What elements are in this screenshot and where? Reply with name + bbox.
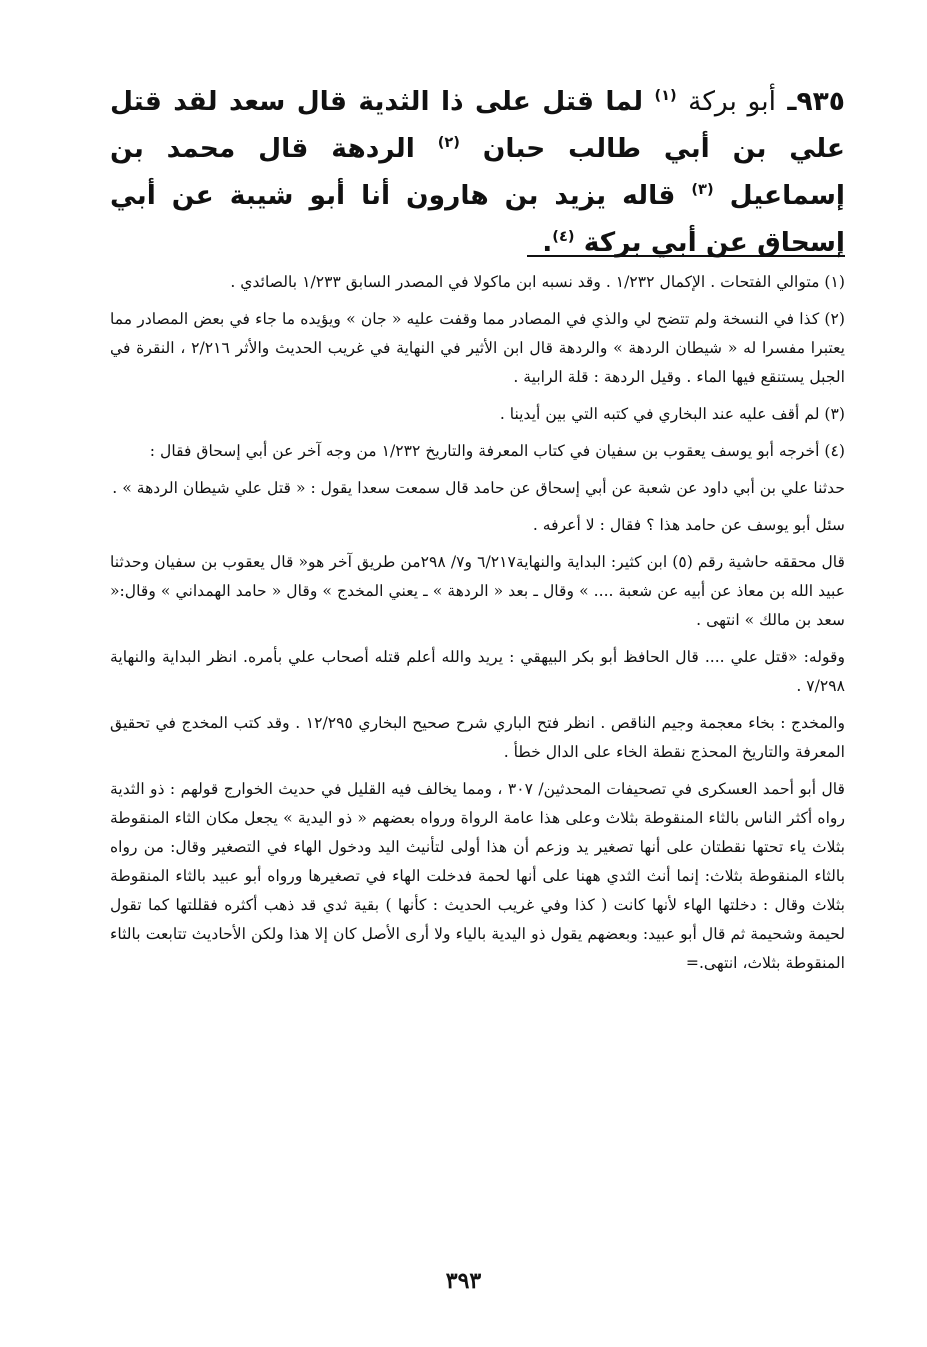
footnote-ref-3[interactable]: (٣): [691, 181, 714, 199]
footnote-ref-4[interactable]: (٤): [552, 228, 575, 246]
hadith-segment-1: لما قتل على ذا الثدية قال سعد لقد قتل علي بن أبي طالب حبان: [110, 86, 845, 164]
narrator-name: أبو بركة: [688, 86, 776, 117]
footnote-4-askari: قال أبو أحمد العسكرى في تصحيفات المحدثين/ ٣٠٧ ، ومما يخالف فيه القليل في حديث الخوارج قولهم : ذو الثدية رواه أكثر الناس بالثاء المنقوطة بثلاث وعلى هذا عامة الرواة ورواه بعضهم « ذو اليدية » يجعل مكان الثاء المنقوطة بثلاث ياء تحتها نقطتان على أنها تصغير يد وزعم أن هذا أولى لتأنيث اليد ودخول الهاء في التصغير وقال: من رواه بالثاء المنقوطة بثلاث: إنما أنث الثدي ههنا على أنها لحمة فدخلت الهاء في تصغيرها ورواه أبو عبيد بالثاء المنقوطة بثلاث وقال : دخلتها الهاء لأنها كانت ( كذا وفي غريب الحديث : كأنها ) بقية ثدي قد ذهب أكثره فقللتها كما تقول لحيمة وشحيمة ثم قال أبو عبيد: وبعضهم يقول ذو اليدية بالياء ولا أرى الأصل كان إلا هذا ولكن الأحاديث تتابعت بالثاء المنقوطة بثلاث، انتهى.=: [110, 780, 845, 972]
footnote-4-editor-note: قال محققه حاشية رقم (٥) ابن كثير: البداية والنهاية٦/٢١٧ و٧/ ٢٩٨من طريق آخر هو« قال يعقوب بن سفيان وحدثنا عبيد الله بن معاذ عن أبيه عن شعبة .... » وقال ـ بعد « الردهة » ـ يعني المخدج » وقال « حامد الهمداني » وقال:« سعد بن مالك » انتهى .: [110, 553, 845, 629]
hadith-text: [110, 78, 845, 266]
footnote-ref-1[interactable]: (١): [654, 87, 677, 105]
hadith-segment-2: الردهة قال محمد بن إسماعيل: [110, 133, 845, 211]
page-body: [110, 78, 845, 972]
hadith-segment-3: قاله يزيد بن هارون أنا أبو شيبة عن أبي إسحاق عن أبي بركة: [110, 180, 845, 258]
footnote-2: (٢) كذا في النسخة ولم تتضح لي والذي في المصادر مما وقفت عليه « جان » ويؤيده ما جاء في بعض المصادر مما يعتبرا مفسرا له « شيطان الردهة » والردهة قال ابن الأثير في النهاية في غريب الحديث والأثر ٢/٢١٦ ، النقرة في الجبل يستنقع فيها الماء . وقيل الردهة : قلة الرابية .: [110, 310, 845, 386]
footnote-1: (١) متوالي الفتحات . الإكمال ١/٢٣٢ . وقد نسبه ابن ماكولا في المصدر السابق ١/٢٣٣ بالصائدي .: [230, 273, 845, 291]
footnote-4-bayhaqi: وقوله: «قتل علي .... قال الحافظ أبو بكر البيهقي : يريد والله أعلم قتله أصحاب علي بأمره. انظر البداية والنهاية ٧/٢٩٨ .: [110, 648, 845, 695]
footnote-3: (٣) لم أقف عليه عند البخاري في كتبه التي بين أيدينا .: [499, 405, 845, 423]
footnote-4-quote: حدثنا علي بن أبي داود عن شعبة عن أبي إسحاق عن حامد قال سمعت سعدا يقول : « قتل علي شيطان الردهة » .: [112, 479, 845, 497]
footnote-ref-2[interactable]: (٢): [437, 134, 460, 152]
footnote-4-question: سئل أبو يوسف عن حامد هذا ؟ فقال : لا أعرفه .: [532, 516, 845, 534]
footnote-separator: [527, 255, 845, 257]
footnote-4: (٤) أخرجه أبو يوسف يعقوب بن سفيان في كتاب المعرفة والتاريخ ١/٢٣٢ من وجه آخر عن أبي إسحاق فقال :: [149, 442, 845, 460]
footnotes-section: [110, 268, 845, 986]
hadith-end: .: [542, 227, 553, 258]
footnote-4-mukhdaj: والمخدج : بخاء معجمة وجيم الناقص . انظر فتح الباري شرح صحيح البخاري ١٢/٢٩٥ . وقد كتب المخدج في تحقيق المعرفة والتاريخ المحذج نقطة الخاء على الدال خطأ .: [110, 714, 845, 761]
entry-number: ٩٣٥ـ: [787, 86, 845, 117]
page-number: ٣٩٣: [445, 1268, 482, 1294]
